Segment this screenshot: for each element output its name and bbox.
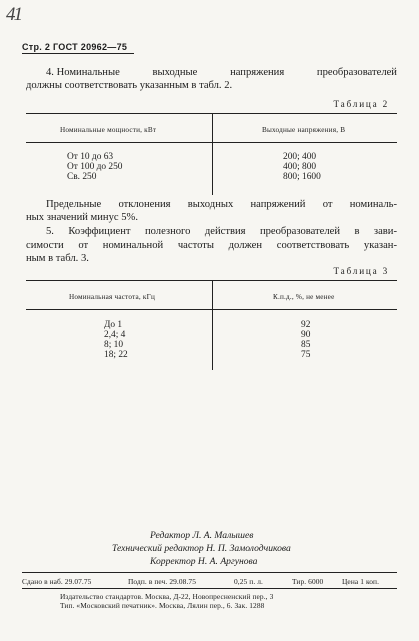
table-2-header-voltage: Выходные напряжения, В xyxy=(262,126,346,134)
table-2-cell-power: Св. 250 xyxy=(67,172,97,182)
word: отклонения xyxy=(118,199,171,210)
table-3-cell-efficiency: 85 xyxy=(301,340,311,350)
table-3-header-frequency: Номинальная частота, кГц xyxy=(69,293,155,301)
table-2-cell-voltage: 200; 400 xyxy=(283,152,317,162)
imprint-publisher: Издательство стандартов. Москва, Д-22, Новопресненский пер., 3 xyxy=(60,592,274,601)
imprint-top-rule xyxy=(22,572,397,573)
imprint-print-run: Тир. 6000 xyxy=(292,577,324,586)
page-header: Стр. 2 ГОСТ 20962—75 xyxy=(22,42,128,52)
table-2-cell-power: От 10 до 63 xyxy=(67,152,114,162)
handwritten-page-mark: 41 xyxy=(6,4,21,25)
table-3-cell-frequency: До 1 xyxy=(104,320,123,330)
table-3-cell-efficiency: 75 xyxy=(301,350,311,360)
word: от xyxy=(322,199,333,210)
word: преобразователей xyxy=(316,67,397,78)
table-3-cell-efficiency: 90 xyxy=(301,330,311,340)
imprint-printed-sheets: 0,25 п. л. xyxy=(234,577,263,586)
imprint-middle-rule xyxy=(22,588,397,589)
table-2-caption: Таблица 2 xyxy=(333,99,389,109)
table-2-header-rule xyxy=(26,142,397,143)
item-5-line-2: симости от номинальной частоты должен соответствовать указан- xyxy=(26,240,397,251)
word: Предельные xyxy=(46,199,102,210)
table-2-column-divider xyxy=(212,113,213,195)
table-3-cell-frequency: 8; 10 xyxy=(104,340,124,350)
word: напряжений xyxy=(250,199,306,210)
item-4-line-1 xyxy=(46,67,397,78)
item-5-line-3: ным в табл. 3. xyxy=(26,253,89,264)
table-3-header-efficiency: К.п.д., %, не менее xyxy=(273,293,335,301)
credits-technical-editor: Технический редактор Н. П. Замолодчикова xyxy=(112,543,291,554)
deviation-line-1 xyxy=(46,199,397,210)
table-2-cell-voltage: 800; 1600 xyxy=(283,172,321,182)
table-3-header-rule xyxy=(26,309,397,310)
deviation-line-2: ных значений минус 5%. xyxy=(26,212,139,223)
table-2-cell-power: От 100 до 250 xyxy=(67,162,123,172)
item-4-line-2: должны соответствовать указанным в табл. 2. xyxy=(26,80,233,91)
imprint-sent-to-typesetting: Сдано в наб. 29.07.75 xyxy=(22,577,92,586)
word: напряжения xyxy=(230,67,285,78)
imprint-printing-house: Тип. «Московский печатник». Москва, Лялин пер., 6. Зак. 1288 xyxy=(60,601,265,610)
word: выходные xyxy=(152,67,198,78)
table-3-cell-frequency: 2,4; 4 xyxy=(104,330,126,340)
table-3-column-divider xyxy=(212,280,213,370)
credits-editor: Редактор Л. А. Малышев xyxy=(150,530,254,541)
word: выходных xyxy=(187,199,234,210)
word: 4. Номинальные xyxy=(46,67,120,78)
table-2-cell-voltage: 400; 800 xyxy=(283,162,317,172)
header-underline xyxy=(22,53,134,54)
table-3-cell-efficiency: 92 xyxy=(301,320,311,330)
imprint-signed-to-print: Подп. в печ. 29.08.75 xyxy=(128,577,196,586)
imprint-price: Цена 1 коп. xyxy=(342,577,380,586)
credits-corrector: Корректор Н. А. Аргунова xyxy=(150,556,258,567)
table-3-cell-frequency: 18; 22 xyxy=(104,350,128,360)
word: номиналь- xyxy=(349,199,397,210)
item-5-line-1: 5. Коэффициент полезного действия преобразователей в зави- xyxy=(46,226,397,237)
table-2-header-power: Номинальные мощности, кВт xyxy=(60,126,157,134)
table-3-caption: Таблица 3 xyxy=(333,266,389,276)
